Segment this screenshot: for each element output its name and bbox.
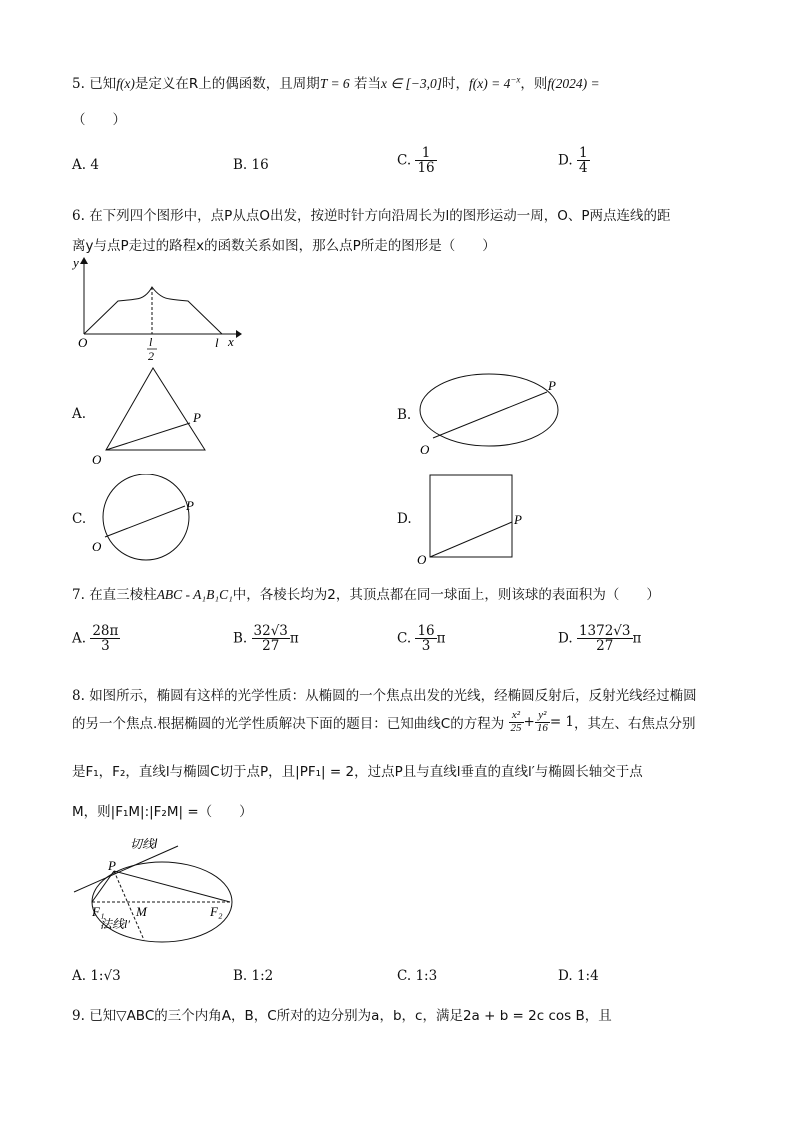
q8-stem-line2: 的另一个焦点.根据椭圆的光学性质解决下面的题目：已知曲线C的方程为 $\frac{\text{x²}}{25}$ + $\frac{\text{y²}}{16}$ = 1，其左、右焦点分别 [72, 709, 696, 734]
option-c-o-label: O [92, 539, 102, 554]
option-a-o-label: O [92, 452, 102, 466]
q7-option-b[interactable]: B. $\frac{32√3}{27}$ π [233, 623, 299, 655]
q7-option-c[interactable]: C. $\frac{16}{3}$ π [397, 623, 446, 655]
option-d-p-label: P [514, 512, 522, 527]
q8-stem-line1: 8. 如图所示，椭圆有这样的光学性质：从椭圆的一个焦点出发的光线，经椭圆反射后，反射光线经过椭圆 [72, 688, 697, 704]
option-d-o-label: O [417, 552, 427, 566]
normal-label: 法线l′ [100, 917, 130, 931]
graph-half-num: l [149, 335, 153, 349]
option-b-o-label: O [420, 442, 430, 457]
q8-option-a[interactable]: A. 1:√3 [72, 968, 121, 984]
q6-function-graph [70, 254, 250, 362]
q5-option-b[interactable]: B. 16 [233, 157, 269, 173]
q5-paren: （ ） [72, 112, 126, 128]
q9-stem: 9. 已知▽ABC的三个内角A，B，C所对的边分别为a，b，c，满足2a + b = 2c cos B，且 [72, 1008, 612, 1024]
graph-half-den: 2 [148, 349, 154, 362]
q8-stem-line3: 是F₁，F₂，直线l与椭圆C切于点P，且|PF₁| = 2，过点P且与直线l垂直的直线l′与椭圆长轴交于点 [72, 764, 643, 780]
focus-f2-label: F₂ [210, 904, 223, 919]
graph-x-label: x [228, 334, 234, 349]
graph-l-label: l [215, 335, 219, 350]
option-c-p-label: P [186, 498, 194, 513]
q6-stem-line2: 离y与点P走过的路程x的函数关系如图，那么点P所走的图形是（ ） [72, 238, 496, 254]
point-p-label: P [108, 858, 116, 873]
q5-stem: 5. 已知f(x)是定义在R上的偶函数，且周期T = 6 若当x ∈ [−3,0]时，$f(x) = 4^{-x}$，则f(2024) = [72, 74, 600, 92]
point-m-label: M [136, 904, 147, 919]
q6-option-a[interactable]: A. O P [72, 366, 232, 466]
q5-option-d[interactable]: D. $\frac{1}{4}$ [558, 145, 588, 177]
q6-option-c[interactable]: C. O P [72, 474, 212, 564]
q8-option-b[interactable]: B. 1:2 [233, 968, 274, 984]
q8-stem-line4: M，则|F₁M|:|F₂M| =（ ） [72, 804, 253, 820]
q6-option-b[interactable]: B. O P [397, 372, 567, 462]
q8-option-d[interactable]: D. 1:4 [558, 968, 599, 984]
fraction: $\frac{16}{3}$ [417, 623, 435, 655]
graph-y-label: y [73, 255, 79, 270]
fraction: $\frac{1372√3}{27}$ [578, 623, 631, 655]
fraction: $\frac{1}{4}$ [578, 145, 588, 177]
fraction: $\frac{32√3}{27}$ [253, 623, 288, 655]
q8-ellipse-figure [70, 832, 240, 944]
q5-option-c[interactable]: C. $\frac{1}{16}$ [397, 145, 435, 177]
q5-option-a[interactable]: A. 4 [72, 157, 99, 173]
fraction: $\frac{28\pi}{3}$ [92, 623, 119, 655]
q7-option-d[interactable]: D. $\frac{1372√3}{27}$ π [558, 623, 642, 655]
option-b-p-label: P [548, 378, 556, 393]
q6-option-d[interactable]: D. O P [397, 474, 537, 566]
tangent-label: 切线l [130, 837, 158, 851]
q8-option-c[interactable]: C. 1:3 [397, 968, 438, 984]
q7-option-a[interactable]: A. $\frac{28\pi}{3}$ [72, 623, 119, 655]
option-a-p-label: P [193, 410, 201, 425]
focus-f1-label: F₁ [92, 904, 105, 919]
q7-stem: 7. 在直三棱柱ABC - A₁B₁C₁中，各棱长均为2，其顶点都在同一球面上，则该球的表面积为（ ） [72, 587, 660, 603]
fraction: $\frac{1}{16}$ [417, 145, 435, 177]
graph-origin-label: O [78, 335, 88, 350]
q6-stem-line1: 6. 在下列四个图形中，点P从点O出发，按逆时针方向沿周长为l的图形运动一周，O、P两点连线的距 [72, 208, 671, 224]
